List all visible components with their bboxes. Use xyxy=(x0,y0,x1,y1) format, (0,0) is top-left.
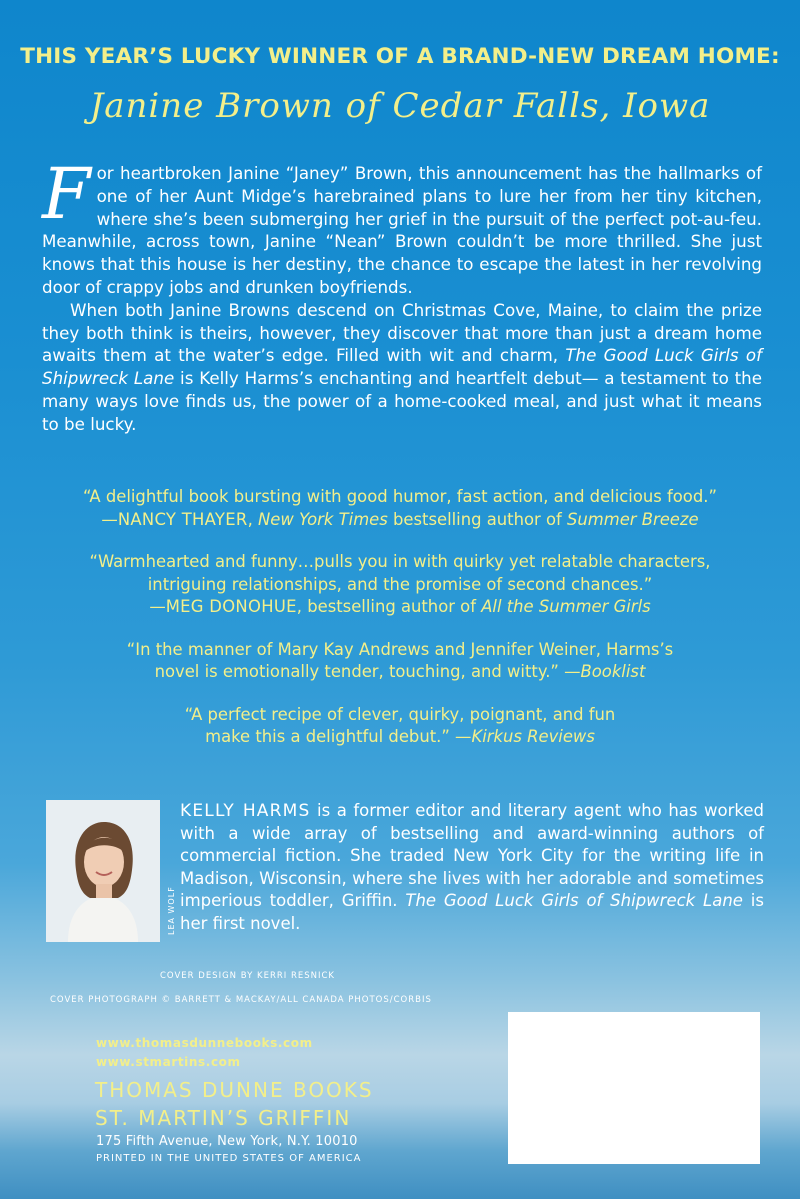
quote-text: “A perfect recipe of clever, quirky, poignant, and fun xyxy=(184,704,616,724)
headline: THIS YEAR’S LUCKY WINNER OF A BRAND-NEW DREAM HOME: xyxy=(20,44,780,69)
blurb-paragraph-1: or heartbroken Janine “Janey” Brown, this announcement has the hallmarks of one of her Aunt Midge’s harebrained plans to lure her from her tiny kitchen, where she’s been submerging her grief in the pursuit of the perfect pot-au-feu. Meanwhile, across town, Janine “Nean” Brown couldn’t be more thrilled. She just knows that this house is her destiny, the chance to escape the latest in her revolving door of crappy jobs and drunken boyfriends. xyxy=(42,163,762,297)
quote-role: , bestselling author of xyxy=(296,597,482,616)
url-thomasdunne[interactable]: www.thomasdunnebooks.com xyxy=(96,1036,313,1050)
quote-text-2: intriguing relationships, and the promise of second chances.” xyxy=(147,574,653,594)
quote-text: “Warmhearted and funny…pulls you in with quirky yet relatable characters, xyxy=(89,552,711,571)
publisher-address: 175 Fifth Avenue, New York, N.Y. 10010 xyxy=(96,1134,358,1149)
quote-publication: New York Times xyxy=(257,509,388,529)
quote-thayer xyxy=(40,486,760,531)
blurb xyxy=(42,153,763,436)
dash: — xyxy=(149,597,166,616)
author-name: KELLY HARMS xyxy=(180,801,311,821)
author-bio-end: is her first novel. xyxy=(180,891,764,933)
photo-credit: LEA WOLF xyxy=(167,886,176,935)
printed-in: PRINTED IN THE UNITED STATES OF AMERICA xyxy=(96,1153,362,1164)
imprint-st-martins-griffin: ST. MARTIN’S GRIFFIN xyxy=(95,1106,352,1130)
author-bio xyxy=(180,800,764,936)
quote-attribution xyxy=(40,596,760,619)
author-bio-text: is a former editor and literary agent who has worked with a wide array of bestselling and award-winning authors of commercial fiction. She traded New York City for the writing life in Madison, Wisconsin, where she lives with her adorable and sometimes imperious toddler, Griffin. xyxy=(180,801,764,911)
barcode-box xyxy=(508,1012,760,1164)
author-bio-book: The Good Luck Girls of Shipwreck Lane xyxy=(405,891,743,911)
winner-script: Janine Brown of Cedar Falls, Iowa xyxy=(89,86,711,126)
quote-text: “In the manner of Mary Kay Andrews and Jennifer Weiner, Harms’s xyxy=(126,639,674,659)
dash: — xyxy=(449,727,472,746)
url-stmartins[interactable]: www.stmartins.com xyxy=(96,1055,241,1069)
credit-cover-photo: COVER PHOTOGRAPH © BARRETT & MACKAY/ALL CANADA PHOTOS/CORBIS xyxy=(50,995,432,1005)
quotes xyxy=(40,486,760,769)
blurb-paragraph-2a: When both Janine Browns descend on Christmas Cove, Maine, to claim the prize they both think is theirs, however, they discover that more than just a dream home awaits them at the water’s edge. Filled with wit and charm, xyxy=(42,299,762,366)
quote-book: All the Summer Girls xyxy=(481,597,651,616)
quote-source: Booklist xyxy=(580,662,646,681)
author-photo xyxy=(46,800,160,942)
publisher-urls xyxy=(96,1034,313,1072)
quote-text-2: make this a delightful debut.” —Kirkus Reviews xyxy=(205,727,595,746)
dash: — xyxy=(558,662,581,681)
blurb-paragraph-2b: is Kelly Harms’s enchanting and heartfelt debut— a testament to the many ways love finds us, the power of a home-cooked meal, and just what it means to be lucky. xyxy=(42,368,763,434)
quote-text-2: novel is emotionally tender, touching, and witty.” —Booklist xyxy=(154,662,646,681)
quote-text: “A delightful book bursting with good humor, fast action, and delicious food.” xyxy=(83,487,717,506)
quote-donohue xyxy=(40,551,760,619)
credit-cover-design: COVER DESIGN BY KERRI RESNICK xyxy=(160,971,336,981)
quote-source: Kirkus Reviews xyxy=(471,727,595,746)
quote-kirkus xyxy=(40,704,760,749)
blurb-book-title: The Good Luck Girls of Shipwreck Lane xyxy=(42,345,762,389)
separator: , xyxy=(247,509,258,529)
imprint-thomas-dunne: THOMAS DUNNE BOOKS xyxy=(95,1078,374,1102)
author-portrait-image xyxy=(46,800,160,942)
quote-booklist xyxy=(40,639,760,684)
quote-book: Summer Breeze xyxy=(566,509,699,529)
dropcap: F xyxy=(42,153,91,235)
quote-author: NANCY THAYER xyxy=(117,509,248,529)
dash: — xyxy=(101,509,118,529)
quote-role: bestselling author of xyxy=(387,509,567,529)
quote-attribution xyxy=(40,509,760,532)
quote-author: MEG DONOHUE xyxy=(165,597,297,616)
